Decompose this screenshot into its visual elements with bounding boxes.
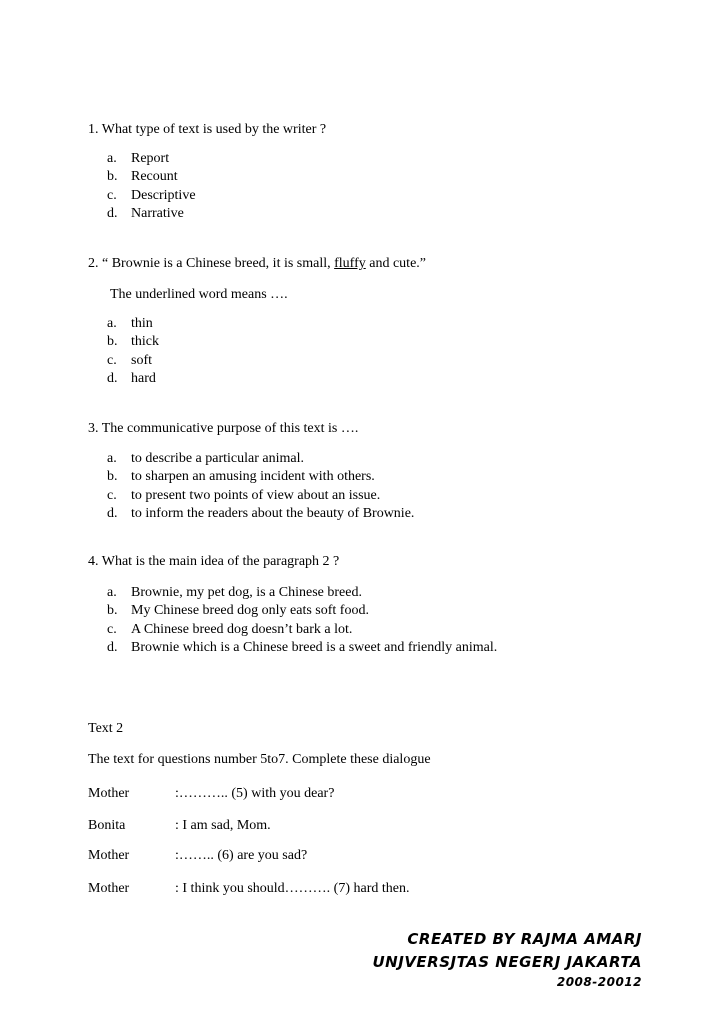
footer-years: 2008-20012 <box>556 975 642 989</box>
option-text: to sharpen an amusing incident with others. <box>131 469 375 485</box>
option-text: to describe a particular animal. <box>131 451 304 466</box>
option-text: Report <box>131 151 170 166</box>
option-text: Descriptive <box>131 187 196 203</box>
question-3 <box>88 420 358 438</box>
option <box>107 168 196 186</box>
option-letter: b. <box>107 603 118 619</box>
option-letter: d. <box>107 370 118 386</box>
question-text: The communicative purpose of this text is …. <box>101 421 359 436</box>
question-4 <box>88 553 339 571</box>
question-number: 4. <box>88 554 99 569</box>
option-letter: b. <box>107 334 118 350</box>
option-text: thin <box>131 316 153 331</box>
option-letter: c. <box>107 487 117 503</box>
option <box>107 450 414 468</box>
question-2-options <box>107 315 159 388</box>
dialogue-line: : I am sad, Mom. <box>175 818 271 833</box>
option-letter: d. <box>107 505 118 521</box>
question-2 <box>88 255 426 273</box>
option <box>107 333 159 351</box>
footer-university: UNJVERSJTAS NEGERJ JAKARTA <box>372 953 642 971</box>
option <box>107 621 497 639</box>
option-letter: a. <box>107 316 117 331</box>
option-letter: b. <box>107 469 118 485</box>
option <box>107 150 196 168</box>
option <box>107 602 497 620</box>
question-number: 1. <box>88 122 99 137</box>
option-text: Brownie, my pet dog, is a Chinese breed. <box>131 585 362 600</box>
option <box>107 352 159 370</box>
question-text: What type of text is used by the writer ? <box>101 122 327 137</box>
dialogue-line: :……….. (5) with you dear? <box>175 786 335 801</box>
option-text: to inform the readers about the beauty of Brownie. <box>131 505 415 521</box>
option <box>107 315 159 333</box>
option-letter: c. <box>107 187 117 203</box>
option-letter: c. <box>107 621 117 637</box>
question-4-options <box>107 584 497 657</box>
option-letter: b. <box>107 169 118 185</box>
footer-author: CREATED BY RAJMA AMARJ <box>407 930 642 948</box>
dialogue-row <box>88 817 271 835</box>
option-text: hard <box>131 370 156 386</box>
option-letter: a. <box>107 585 117 600</box>
quote-text <box>102 256 426 271</box>
option-letter: d. <box>107 205 118 221</box>
option <box>107 370 159 388</box>
dialogue-speaker: Mother <box>88 881 130 896</box>
question-1 <box>88 121 326 139</box>
option-text: thick <box>131 334 159 350</box>
dialogue-speaker: Bonita <box>88 818 126 833</box>
dialogue-row <box>88 847 307 865</box>
question-3-options <box>107 450 414 523</box>
question-1-options <box>107 150 196 223</box>
question-number: 2. <box>88 256 99 271</box>
dialogue-line: : I think you should………. (7) hard then. <box>175 881 410 896</box>
option-letter: d. <box>107 639 118 655</box>
quote-after: and cute.” <box>365 256 426 271</box>
option-letter: c. <box>107 352 117 368</box>
option-text: Narrative <box>131 205 184 221</box>
question-text: What is the main idea of the paragraph 2 ? <box>101 554 340 569</box>
option <box>107 187 196 205</box>
dialogue-row <box>88 785 334 803</box>
option <box>107 487 414 505</box>
dialogue-line: :…….. (6) are you sad? <box>175 848 308 863</box>
option-text: to present two points of view about an issue. <box>131 487 381 503</box>
question-number: 3. <box>88 421 99 436</box>
question-2-sub-prompt: The underlined word means …. <box>110 287 288 302</box>
option-letter: a. <box>107 451 117 466</box>
option-text: soft <box>131 352 152 368</box>
option-letter: a. <box>107 151 117 166</box>
option <box>107 468 414 486</box>
dialogue-row <box>88 880 409 898</box>
text2-instruction: The text for questions number 5to7. Complete these dialogue <box>88 752 431 767</box>
option <box>107 205 196 223</box>
text2-heading: Text 2 <box>88 721 124 736</box>
dialogue-speaker: Mother <box>88 786 130 801</box>
option-text: Brownie which is a Chinese breed is a sweet and friendly animal. <box>131 639 498 655</box>
option <box>107 584 497 602</box>
option-text: My Chinese breed dog only eats soft food. <box>131 603 369 619</box>
underlined-word: fluffy <box>334 256 366 271</box>
quote-before: “ Brownie is a Chinese breed, it is small, <box>102 256 335 271</box>
option <box>107 639 497 657</box>
dialogue-speaker: Mother <box>88 848 130 863</box>
option <box>107 505 414 523</box>
option-text: Recount <box>131 169 178 185</box>
option-text: A Chinese breed dog doesn’t bark a lot. <box>131 621 353 637</box>
